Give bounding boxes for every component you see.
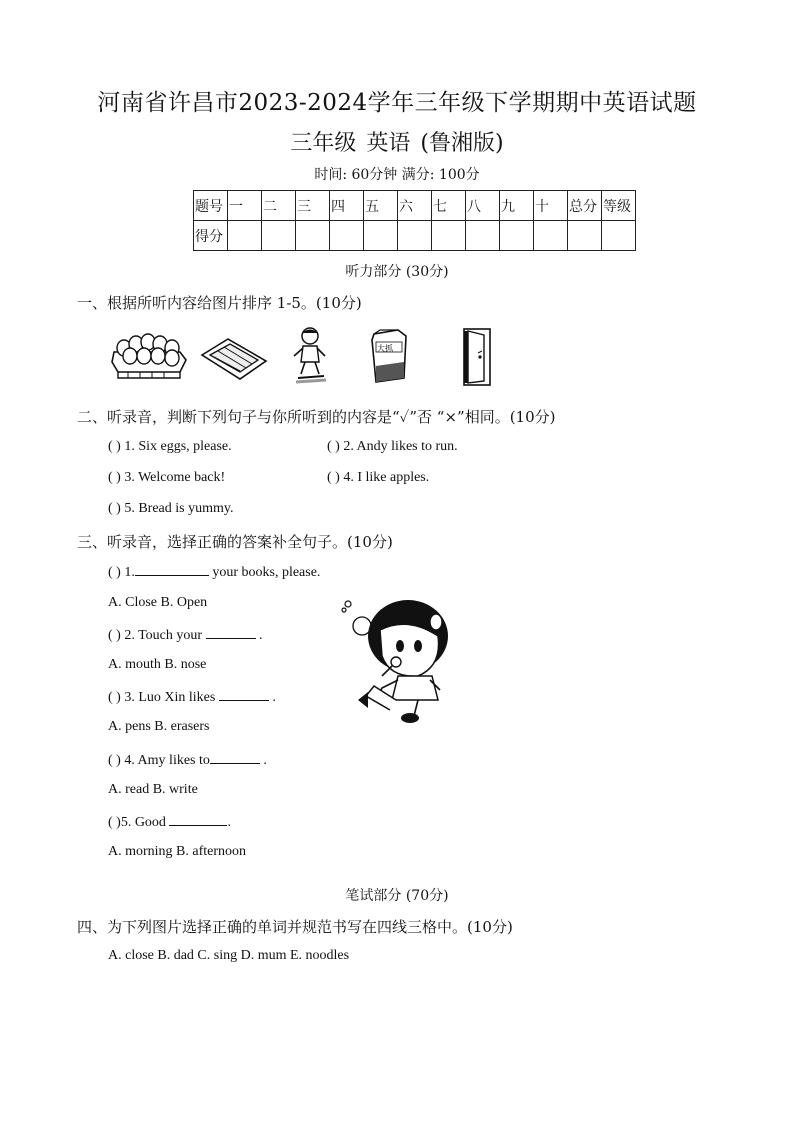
- written-section-header: 笔试部分 (70分): [345, 888, 449, 904]
- bread-plate-icon: [200, 335, 268, 380]
- table-cell: 等级: [602, 191, 636, 221]
- score-cell[interactable]: [296, 221, 330, 251]
- table-cell: 七: [432, 191, 466, 221]
- q3-item-2-options: A. mouth B. nose: [108, 657, 207, 672]
- page-title: 河南省许昌市2023-2024学年三年级下学期期中英语试题: [97, 90, 697, 116]
- q3-item-5-options: A. morning B. afternoon: [108, 844, 247, 859]
- score-cell[interactable]: [500, 221, 534, 251]
- q3-item-1: ( ) 1. your books, please.: [108, 565, 321, 580]
- score-cell[interactable]: [398, 221, 432, 251]
- q2-item-5: ( ) 5. Bread is yummy.: [108, 501, 234, 516]
- q3-item-1-options: A. Close B. Open: [108, 595, 208, 610]
- time-info: 时间: 60分钟 满分: 100分: [314, 167, 480, 183]
- answer-blank[interactable]: [210, 751, 260, 764]
- q2-item-2: ( ) 2. Andy likes to run.: [327, 439, 458, 454]
- table-cell: 八: [466, 191, 500, 221]
- answer-blank[interactable]: [169, 813, 227, 826]
- table-cell: 总分: [568, 191, 602, 221]
- eggs-icon: [110, 330, 188, 380]
- question-1-title: 一、根据所听内容给图片排序 1-5。(10分): [77, 294, 362, 312]
- answer-blank[interactable]: [135, 563, 209, 576]
- q3-item-4: ( ) 4. Amy likes to .: [108, 753, 267, 768]
- score-table: [193, 190, 636, 251]
- page-subtitle: [0, 126, 794, 157]
- table-cell: 二: [262, 191, 296, 221]
- score-cell[interactable]: [228, 221, 262, 251]
- q3-item-3-options: A. pens B. erasers: [108, 719, 210, 734]
- question-4-title: 四、为下列图片选择正确的单词并规范书写在四线三格中。(10分): [77, 918, 513, 936]
- q3-item-3: ( ) 3. Luo Xin likes .: [108, 690, 276, 705]
- score-cell[interactable]: [534, 221, 568, 251]
- table-cell: 题号: [194, 191, 228, 221]
- score-table-score-row: [194, 221, 636, 251]
- subtitle-edition: (鲁湘版): [420, 131, 504, 156]
- score-cell[interactable]: [602, 221, 636, 251]
- table-cell: 得分: [194, 221, 228, 251]
- score-cell[interactable]: [330, 221, 364, 251]
- table-cell: 十: [534, 191, 568, 221]
- q2-item-4: ( ) 4. I like apples.: [327, 470, 430, 485]
- listening-section-header: 听力部分 (30分): [345, 264, 449, 280]
- bread-bag-icon: [368, 326, 410, 384]
- table-cell: 六: [398, 191, 432, 221]
- q2-item-3: ( ) 3. Welcome back!: [108, 470, 226, 485]
- table-cell: 三: [296, 191, 330, 221]
- answer-blank[interactable]: [219, 688, 269, 701]
- score-cell[interactable]: [364, 221, 398, 251]
- q4-options: A. close B. dad C. sing D. mum E. noodles: [108, 948, 350, 963]
- score-cell[interactable]: [466, 221, 500, 251]
- score-table-header-row: [194, 191, 636, 221]
- door-icon: [460, 325, 494, 387]
- q3-item-4-options: A. read B. write: [108, 782, 198, 797]
- score-cell[interactable]: [262, 221, 296, 251]
- question-3-title: 三、听录音，选择正确的答案补全句子。(10分): [77, 533, 393, 551]
- question-2-title: 二、听录音，判断下列句子与你所听到的内容是“✓”否 “×”相同。(10分): [77, 408, 556, 426]
- subtitle-subject: 英语: [366, 131, 411, 156]
- subtitle-grade: 三年级: [290, 131, 357, 156]
- boy-running-icon: [290, 326, 330, 386]
- girl-blowing-bubbles-icon: [338, 596, 458, 726]
- table-cell: 九: [500, 191, 534, 221]
- table-cell: 一: [228, 191, 262, 221]
- answer-blank[interactable]: [206, 626, 256, 639]
- q3-item-5: ( )5. Good .: [108, 815, 231, 830]
- bread-bag-label: 大抓: [377, 344, 393, 353]
- table-cell: 五: [364, 191, 398, 221]
- score-cell[interactable]: [432, 221, 466, 251]
- table-cell: 四: [330, 191, 364, 221]
- score-cell[interactable]: [568, 221, 602, 251]
- q2-item-1: ( ) 1. Six eggs, please.: [108, 439, 232, 454]
- q3-item-2: ( ) 2. Touch your .: [108, 628, 263, 643]
